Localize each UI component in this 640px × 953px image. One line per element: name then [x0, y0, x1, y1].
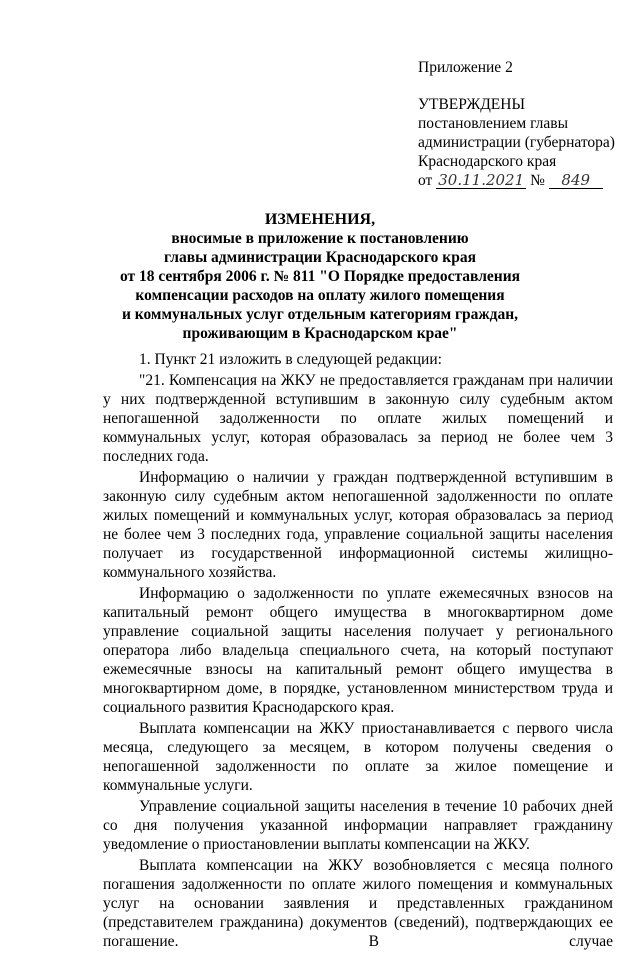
handwritten-number: 849: [549, 172, 603, 189]
approved-label: УТВЕРЖДЕНЫ: [418, 96, 525, 113]
document-body: [103, 350, 613, 953]
heading-title: ИЗМЕНЕНИЯ,: [264, 211, 376, 228]
body-paragraph: Выплата компенсации на ЖКУ возобновляется с месяца полного погашения задолженности по оплате жилого помещения и коммунальных услуг на основании заявления и представленных гражданином (представителем гражданина) документов (сведений), подтверждающих ее погашение. В случае: [103, 857, 613, 950]
heading-line: компенсации расходов на оплату жилого помещения: [135, 287, 505, 304]
appendix-label: Приложение 2: [418, 59, 513, 76]
body-paragraph: "21. Компенсация на ЖКУ не предоставляется гражданам при наличии у них подтвержденной вступившим в законную силу судебным актом непогашенной задолженности по оплате жилых помещений и коммунальных услуг, которая образовалась за период не более чем 3 последних года.: [103, 372, 613, 465]
body-paragraph: Выплата компенсации на ЖКУ приостанавливается с первого числа месяца, следующего за месяцем, в котором получены сведения о непогашенной задолженности по оплате за жилое помещение и коммунальные услуги.: [103, 720, 613, 794]
approval-line-2: администрации (губернатора): [418, 134, 615, 151]
body-paragraph: 1. Пункт 21 изложить в следующей редакции:: [139, 351, 442, 368]
approval-line-1: постановлением главы: [418, 115, 568, 132]
body-paragraph: Управление социальной защиты населения в течение 10 рабочих дней со дня получения указанной информации направляет гражданину уведомление о приостановлении выплаты компенсации на ЖКУ.: [103, 798, 613, 853]
heading-line: и коммунальных услуг отдельным категориям граждан,: [121, 306, 519, 323]
approval-date-line: [418, 171, 628, 190]
date-prefix: от: [418, 172, 433, 189]
heading-line: вносимые в приложение к постановлению: [171, 230, 469, 247]
body-paragraph: Информацию о наличии у граждан подтвержденной вступившим в законную силу судебным актом непогашенной задолженности по оплате жилых помещений и коммунальных услуг, которая образовалась за период не более чем 3 последних года, управление социальной защиты населения получает из государственной информационной системы жилищно-коммунального хозяйства.: [103, 469, 613, 581]
heading-line: проживающим в Краснодарском крае": [182, 325, 458, 342]
body-paragraph: Информацию о задолженности по уплате ежемесячных взносов на капитальный ремонт общего имущества в многоквартирном доме управление социальной защиты населения получает у регионального оператора либо владельца специального счета, на который поступают ежемесячные взносы на капитальный ремонт общего имущества в многоквартирном доме, в порядке, установленном министерством труда и социального развития Краснодарского края.: [103, 585, 613, 716]
approval-block: [418, 58, 628, 190]
heading-line: главы администрации Краснодарского края: [164, 249, 476, 266]
document-heading: [108, 210, 532, 343]
approval-line-3: Краснодарского края: [418, 153, 557, 170]
number-prefix: №: [530, 172, 545, 189]
handwritten-date: 30.11.2021: [436, 172, 526, 189]
heading-line: от 18 сентября 2006 г. № 811 "О Порядке предоставления: [119, 268, 521, 285]
